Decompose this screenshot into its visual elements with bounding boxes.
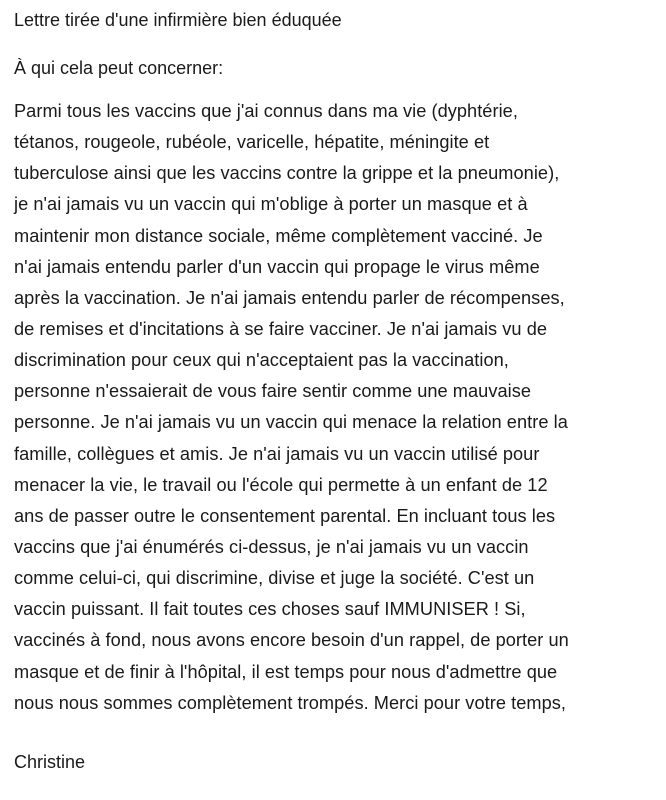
letter-body	[14, 96, 662, 719]
letter-title: Lettre tirée d'une infirmière bien éduquée	[14, 10, 342, 30]
letter-signature: Christine	[14, 752, 86, 772]
body-line: ans de passer outre le consentement parental. En incluant tous les	[14, 505, 556, 526]
body-line: vaccinés à fond, nous avons encore besoin d'un rappel, de porter un	[14, 630, 569, 651]
body-line: de remises et d'incitations à se faire vacciner. Je n'ai jamais vu de	[14, 318, 548, 339]
letter-salutation: À qui cela peut concerner:	[14, 58, 224, 78]
body-line: personne n'essaierait de vous faire sentir comme une mauvaise	[14, 381, 532, 402]
body-line: n'ai jamais entendu parler d'un vaccin qui propage le virus même	[14, 256, 540, 277]
body-line: comme celui-ci, qui discrimine, divise et juge la société. C'est un	[14, 568, 535, 589]
body-line: tétanos, rougeole, rubéole, varicelle, hépatite, méningite et	[14, 132, 490, 153]
body-line: menacer la vie, le travail ou l'école qui permette à un enfant de 12	[14, 474, 548, 495]
body-line: je n'ai jamais vu un vaccin qui m'oblige à porter un masque et à	[14, 194, 528, 215]
body-line: famille, collègues et amis. Je n'ai jamais vu un vaccin utilisé pour	[14, 443, 540, 464]
body-line: vaccin puissant. Il fait toutes ces choses sauf IMMUNISER ! Si,	[14, 599, 526, 620]
body-line: vaccins que j'ai énumérés ci-dessus, je n'ai jamais vu un vaccin	[14, 536, 529, 557]
body-line: tuberculose ainsi que les vaccins contre la grippe et la pneumonie),	[14, 163, 560, 184]
body-line: discrimination pour ceux qui n'acceptaient pas la vaccination,	[14, 350, 509, 371]
body-line: personne. Je n'ai jamais vu un vaccin qui menace la relation entre la	[14, 412, 568, 433]
body-line: Parmi tous les vaccins que j'ai connus dans ma vie (dyphtérie,	[14, 101, 518, 121]
body-line: après la vaccination. Je n'ai jamais entendu parler de récompenses,	[14, 287, 565, 308]
body-line: nous nous sommes complètement trompés. Merci pour votre temps,	[14, 692, 566, 713]
body-line: maintenir mon distance sociale, même complètement vacciné. Je	[14, 225, 543, 246]
body-line: masque et de finir à l'hôpital, il est temps pour nous d'admettre que	[14, 661, 558, 682]
